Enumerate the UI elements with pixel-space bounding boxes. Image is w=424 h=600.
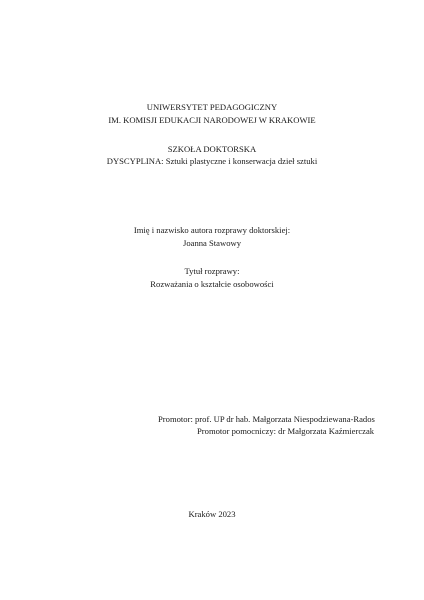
author-name: Joanna Stawowy [183, 238, 241, 248]
discipline: DYSCYPLINA: Sztuki plastyczne i konserwacja dzieł sztuki [106, 156, 318, 166]
thesis-title: Rozważania o kształcie osobowości [150, 279, 274, 289]
author-label: Imię i nazwisko autora rozprawy doktorskiej: [133, 225, 291, 235]
thesis-title-label: Tytuł rozprawy: [184, 266, 240, 276]
school-name: SZKOŁA DOKTORSKA [167, 144, 257, 154]
university-name-line-1: UNIWERSYTET PEDAGOGICZNY [146, 102, 278, 112]
university-name-line-2: IM. KOMISJI EDUKACJI NARODOWEJ W KRAKOWIE [108, 115, 316, 125]
place-and-date: Kraków 2023 [188, 509, 236, 519]
assistant-promotor: Promotor pomocniczy: dr Małgorzata Kaźmierczak [197, 426, 375, 436]
promotor: Promotor: prof. UP dr hab. Małgorzata Niespodziewana-Rados [158, 414, 375, 424]
